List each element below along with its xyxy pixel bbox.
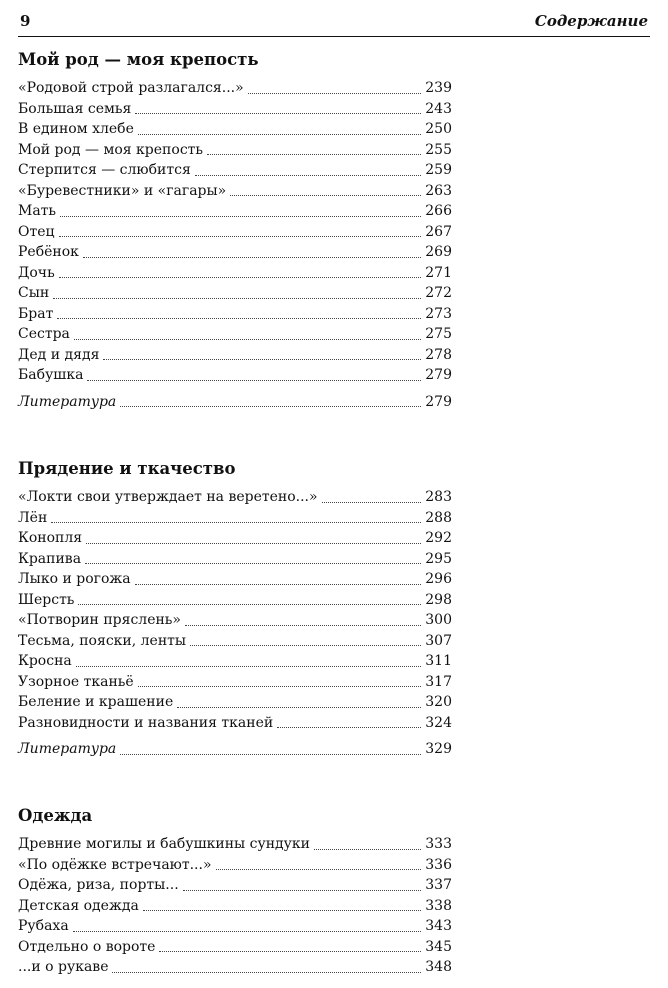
toc-entry-title: Детская одежда xyxy=(18,897,139,914)
toc-entry-title: Литература xyxy=(18,741,117,757)
toc-entry-title: Тесьма, пояски, ленты xyxy=(18,632,187,649)
toc-entry-title: Конопля xyxy=(18,530,83,546)
toc-entry[interactable] xyxy=(18,631,452,652)
toc-entry-page: 267 xyxy=(425,223,452,240)
toc-entry[interactable] xyxy=(18,181,452,202)
dot-leader xyxy=(190,645,421,646)
toc-entry-page: 337 xyxy=(425,877,452,893)
toc-entry-page: 333 xyxy=(425,836,452,852)
dot-leader xyxy=(103,359,421,360)
dot-leader xyxy=(87,380,421,381)
toc-entry-title: Лён xyxy=(18,509,48,526)
toc-entry-title: Литература xyxy=(18,393,117,410)
toc-entry-page: 324 xyxy=(425,714,452,731)
dot-leader xyxy=(85,563,421,564)
toc-entry-page: 266 xyxy=(425,203,452,219)
toc-entry-title: «Потворин пряслень» xyxy=(18,612,181,628)
toc-entry[interactable] xyxy=(18,365,452,386)
toc-entry-title: Беление и крашение xyxy=(18,694,174,710)
toc-entry-page: 263 xyxy=(425,182,452,199)
toc-entry-page: 283 xyxy=(425,489,452,505)
dot-leader xyxy=(53,298,421,299)
dot-leader xyxy=(183,890,422,891)
toc-entry-title: «По одёжке встречают...» xyxy=(18,856,212,873)
toc-entry-literature[interactable] xyxy=(18,739,452,760)
toc-entry[interactable] xyxy=(18,896,452,917)
toc-entry-title: Шерсть xyxy=(18,591,75,608)
toc-entry[interactable] xyxy=(18,937,452,958)
toc-entry[interactable] xyxy=(18,242,452,263)
toc-entry-title: Разновидности и названия тканей xyxy=(18,714,274,731)
section-title: Мой род — моя крепость xyxy=(18,50,259,69)
dot-leader xyxy=(195,175,421,176)
section-spinning-weaving xyxy=(18,459,452,760)
section-my-rod xyxy=(18,50,452,412)
toc-entry-page: 345 xyxy=(425,938,452,955)
toc-entry-page: 338 xyxy=(425,897,452,914)
dot-leader xyxy=(143,910,421,911)
dot-leader xyxy=(86,543,421,544)
toc-entry-title: Мой род — моя крепость xyxy=(18,141,204,158)
dot-leader xyxy=(216,869,422,870)
toc-entry-title: Стерпится — слюбится xyxy=(18,162,191,178)
toc-entry-page: 239 xyxy=(425,80,452,96)
toc-entry-page: 298 xyxy=(425,591,452,608)
dot-leader xyxy=(135,113,421,114)
dot-leader xyxy=(322,502,422,503)
page-header xyxy=(18,12,650,37)
dot-leader xyxy=(207,154,421,155)
toc-entry[interactable] xyxy=(18,222,452,243)
dot-leader xyxy=(138,686,422,687)
toc-entry[interactable] xyxy=(18,528,452,549)
toc-entry[interactable] xyxy=(18,834,452,855)
toc-entry-page: 296 xyxy=(425,571,452,587)
dot-leader xyxy=(230,195,421,196)
dot-leader xyxy=(120,406,421,407)
toc-entry[interactable] xyxy=(18,713,452,734)
toc-entry-title: Древние могилы и бабушкины сундуки xyxy=(18,836,310,852)
toc-entry[interactable] xyxy=(18,160,452,181)
toc-entry-list xyxy=(18,487,452,733)
toc-entry[interactable] xyxy=(18,78,452,99)
toc-entry-page: 292 xyxy=(425,530,452,546)
toc-entry[interactable] xyxy=(18,304,452,325)
toc-entry-page: 278 xyxy=(425,346,452,363)
dot-leader xyxy=(74,339,421,340)
dot-leader xyxy=(59,277,422,278)
toc-entry-page: 288 xyxy=(425,509,452,526)
toc-entry-title: Дочь xyxy=(18,264,55,281)
toc-entry-page: 279 xyxy=(425,393,452,410)
toc-entry[interactable] xyxy=(18,590,452,611)
dot-leader xyxy=(76,666,422,667)
toc-entry[interactable] xyxy=(18,569,452,590)
toc-entry-page: 329 xyxy=(425,741,452,757)
toc-entry-title: Лыко и рогожа xyxy=(18,571,131,587)
toc-entry-title: Одёжа, риза, порты... xyxy=(18,877,179,893)
dot-leader xyxy=(73,931,422,932)
toc-entry[interactable] xyxy=(18,855,452,876)
toc-entry[interactable] xyxy=(18,283,452,304)
toc-entry-page: 255 xyxy=(425,141,452,158)
toc-entry-title: ...и о рукаве xyxy=(18,959,109,975)
toc-entry-page: 279 xyxy=(425,367,452,383)
dot-leader xyxy=(159,951,421,952)
toc-entry-title: Мать xyxy=(18,203,57,219)
toc-entry-page: 259 xyxy=(425,162,452,178)
toc-entry[interactable] xyxy=(18,957,452,978)
toc-entry[interactable] xyxy=(18,651,452,672)
toc-entry-page: 311 xyxy=(425,653,452,669)
toc-entry-title: Сын xyxy=(18,285,50,301)
toc-entry-title: Крапива xyxy=(18,550,82,567)
toc-entry[interactable] xyxy=(18,916,452,937)
toc-entry[interactable] xyxy=(18,324,452,345)
dot-leader xyxy=(314,849,421,850)
toc-entry-page: 307 xyxy=(425,632,452,649)
toc-entry-page: 320 xyxy=(425,694,452,710)
toc-entry-title: «Буревестники» и «гагары» xyxy=(18,182,227,199)
dot-leader xyxy=(78,604,421,605)
toc-entry-list xyxy=(18,78,452,386)
page-number: 9 xyxy=(20,12,31,30)
toc-entry[interactable] xyxy=(18,119,452,140)
dot-leader xyxy=(83,257,421,258)
toc-entry-page: 272 xyxy=(425,285,452,301)
toc-entry-title: Большая семья xyxy=(18,100,132,117)
toc-entry-title: Ребёнок xyxy=(18,244,79,260)
toc-entry-page: 250 xyxy=(425,121,452,137)
toc-entry-title: Брат xyxy=(18,305,54,322)
toc-entry-page: 295 xyxy=(425,550,452,567)
toc-entry-page: 271 xyxy=(425,264,452,281)
toc-entry-page: 348 xyxy=(425,959,452,975)
toc-entry-title: Отец xyxy=(18,223,55,240)
toc-entry-page: 273 xyxy=(425,305,452,322)
toc-entry-page: 343 xyxy=(425,918,452,934)
toc-entry-title: «Локти свои утверждает на веретено...» xyxy=(18,489,318,505)
toc-entry-title: «Родовой строй разлагался...» xyxy=(18,80,244,96)
toc-entry-page: 300 xyxy=(425,612,452,628)
dot-leader xyxy=(59,236,422,237)
toc-entry[interactable] xyxy=(18,672,452,693)
dot-leader xyxy=(185,625,421,626)
toc-entry-title: Узорное тканьё xyxy=(18,673,134,690)
section-title: Прядение и ткачество xyxy=(18,459,236,478)
dot-leader xyxy=(112,972,421,973)
toc-entry-page: 275 xyxy=(425,326,452,342)
toc-entry[interactable] xyxy=(18,875,452,896)
dot-leader xyxy=(57,318,421,319)
dot-leader xyxy=(135,584,422,585)
dot-leader xyxy=(277,727,421,728)
toc-entry-title: Отдельно о вороте xyxy=(18,938,156,955)
toc-entry-page: 336 xyxy=(425,856,452,873)
toc-entry-page: 317 xyxy=(425,673,452,690)
toc-entry-title: Кросна xyxy=(18,653,72,669)
toc-entry[interactable] xyxy=(18,487,452,508)
toc-entry-literature[interactable] xyxy=(18,392,452,413)
dot-leader xyxy=(138,134,421,135)
dot-leader xyxy=(177,707,421,708)
toc-entry-title: Сестра xyxy=(18,326,70,342)
toc-entry[interactable] xyxy=(18,549,452,570)
toc-entry[interactable] xyxy=(18,692,452,713)
dot-leader xyxy=(120,754,421,755)
toc-entry-title: Рубаха xyxy=(18,918,69,934)
running-title: Содержание xyxy=(534,12,648,30)
dot-leader xyxy=(248,93,422,94)
toc-entry-title: Бабушка xyxy=(18,367,84,383)
toc-entry[interactable] xyxy=(18,345,452,366)
section-clothing xyxy=(18,806,452,978)
dot-leader xyxy=(60,216,421,217)
toc-entry[interactable] xyxy=(18,508,452,529)
toc-entry[interactable] xyxy=(18,99,452,120)
toc-entry-page: 269 xyxy=(425,244,452,260)
toc-entry[interactable] xyxy=(18,140,452,161)
section-title: Одежда xyxy=(18,806,93,825)
toc-entry-list xyxy=(18,834,452,978)
dot-leader xyxy=(51,522,421,523)
toc-entry-title: В едином хлебе xyxy=(18,121,134,137)
toc-entry[interactable] xyxy=(18,263,452,284)
toc-entry[interactable] xyxy=(18,201,452,222)
toc-entry-title: Дед и дядя xyxy=(18,346,100,363)
toc-entry-page: 243 xyxy=(425,100,452,117)
toc-entry[interactable] xyxy=(18,610,452,631)
